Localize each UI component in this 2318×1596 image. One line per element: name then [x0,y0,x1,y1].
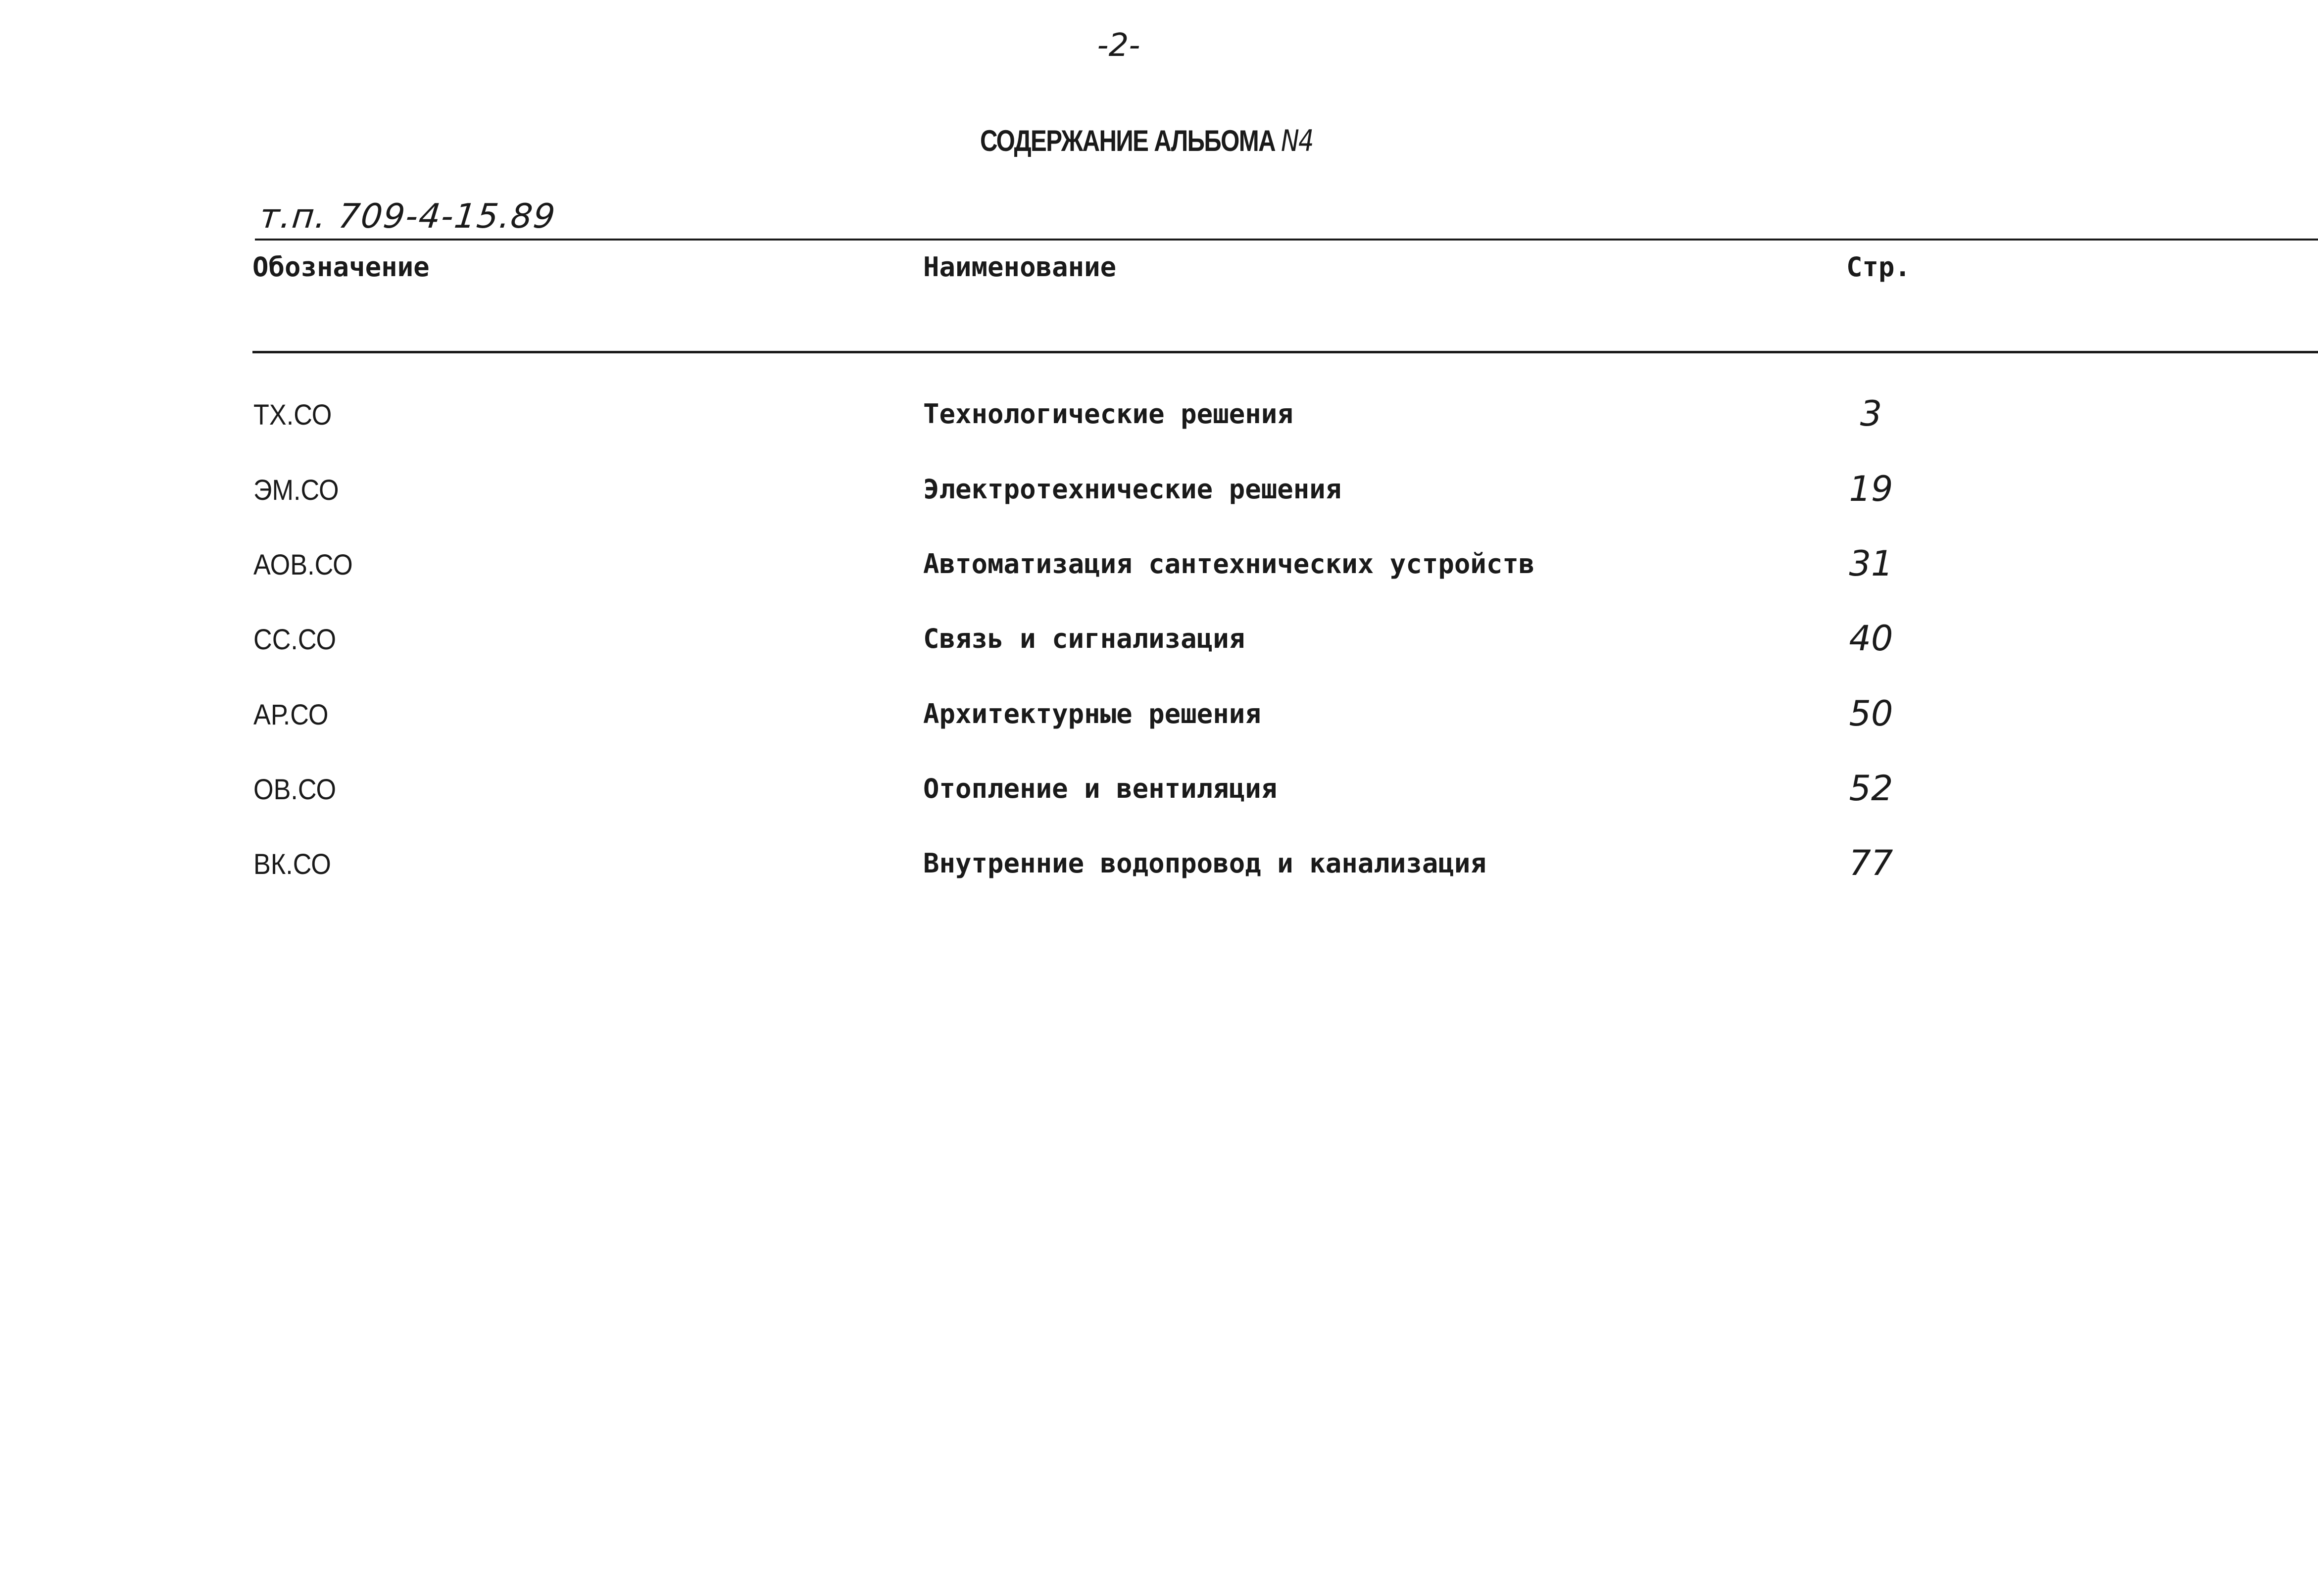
row-name: Архитектурные решения [923,698,1261,729]
project-code: т.п. 709-4-15.89 [257,197,558,236]
row-code: ЭМ.СО [253,474,339,506]
row-code: АОВ.СО [253,549,353,581]
row-page: 52 [1849,768,1893,809]
row-name: Отопление и вентиляция [923,773,1278,804]
row-page: 31 [1849,543,1893,584]
row-page: 77 [1849,843,1893,883]
header-code: Обозначение [252,251,430,283]
row-code: СС.СО [253,624,337,656]
row-code: АР.СО [253,699,329,731]
row-page: 40 [1849,618,1893,659]
table-row [0,469,2318,533]
row-page: 50 [1849,693,1893,734]
top-rule [255,239,2318,241]
header-name: Наименование [923,251,1117,283]
table-row [0,843,2318,907]
row-code: ОВ.СО [253,774,337,806]
document-title-text: СОДЕРЖАНИЕ АЛЬБОМА [980,124,1275,157]
row-code: ВК.СО [253,848,331,880]
document-title [980,124,1313,158]
header-page: Стр. [1846,251,1911,283]
header-rule [252,351,2318,353]
table-row [0,393,2318,458]
row-name: Связь и сигнализация [923,623,1245,654]
table-row [0,693,2318,758]
table-row [0,543,2318,608]
row-name: Технологические решения [923,398,1293,430]
table-row [0,618,2318,682]
table-row [0,768,2318,832]
row-page: 3 [1860,393,1882,434]
row-name: Автоматизация сантехнических устройств [923,548,1535,580]
row-name: Электротехнические решения [923,474,1342,505]
row-page: 19 [1849,469,1893,509]
row-code: ТХ.СО [253,399,332,431]
page-number: -2- [1097,27,1140,64]
album-number: N4 [1281,124,1313,158]
row-name: Внутренние водопровод и канализация [923,848,1486,879]
